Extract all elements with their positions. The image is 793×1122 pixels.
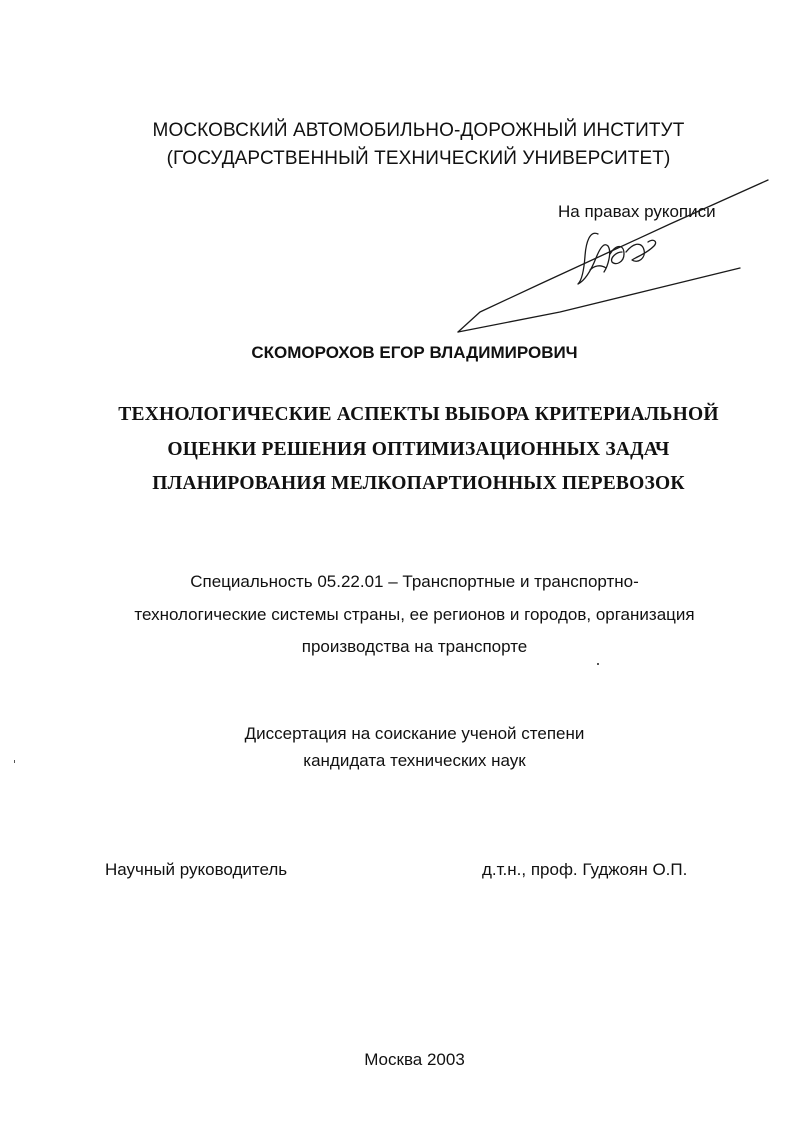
handwritten-signature [440, 172, 780, 342]
dissertation-title-line-3: ПЛАНИРОВАНИЯ МЕЛКОПАРТИОННЫХ ПЕРЕВОЗОК [152, 473, 685, 494]
scan-speck [14, 760, 15, 763]
specialty-line-2: технологические системы страны, ее регионов и городов, организация [134, 605, 695, 624]
degree-statement-line-2: кандидата технических наук [303, 751, 526, 770]
manuscript-rights-note: На правах рукописи [558, 202, 716, 221]
degree-statement-line-1: Диссертация на соискание ученой степени [244, 724, 585, 743]
supervisor-name: д.т.н., проф. Гуджоян О.П. [482, 860, 688, 879]
supervisor-label: Научный руководитель [105, 860, 288, 879]
institute-name: МОСКОВСКИЙ АВТОМОБИЛЬНО-ДОРОЖНЫЙ ИНСТИТУТ [152, 120, 685, 141]
institute-subtitle: (ГОСУДАРСТВЕННЫЙ ТЕХНИЧЕСКИЙ УНИВЕРСИТЕТ) [166, 148, 671, 169]
scan-speck [597, 663, 599, 665]
author-name: СКОМОРОХОВ ЕГОР ВЛАДИМИРОВИЧ [251, 343, 578, 362]
specialty-line-3: производства на транспорте [301, 637, 528, 656]
city-and-year: Москва 2003 [364, 1050, 465, 1069]
specialty-line-1: Специальность 05.22.01 – Транспортные и транспортно- [190, 572, 639, 591]
dissertation-title-line-1: ТЕХНОЛОГИЧЕСКИЕ АСПЕКТЫ ВЫБОРА КРИТЕРИАЛЬНОЙ [118, 404, 719, 425]
dissertation-title-line-2: ОЦЕНКИ РЕШЕНИЯ ОПТИМИЗАЦИОННЫХ ЗАДАЧ [167, 439, 670, 460]
